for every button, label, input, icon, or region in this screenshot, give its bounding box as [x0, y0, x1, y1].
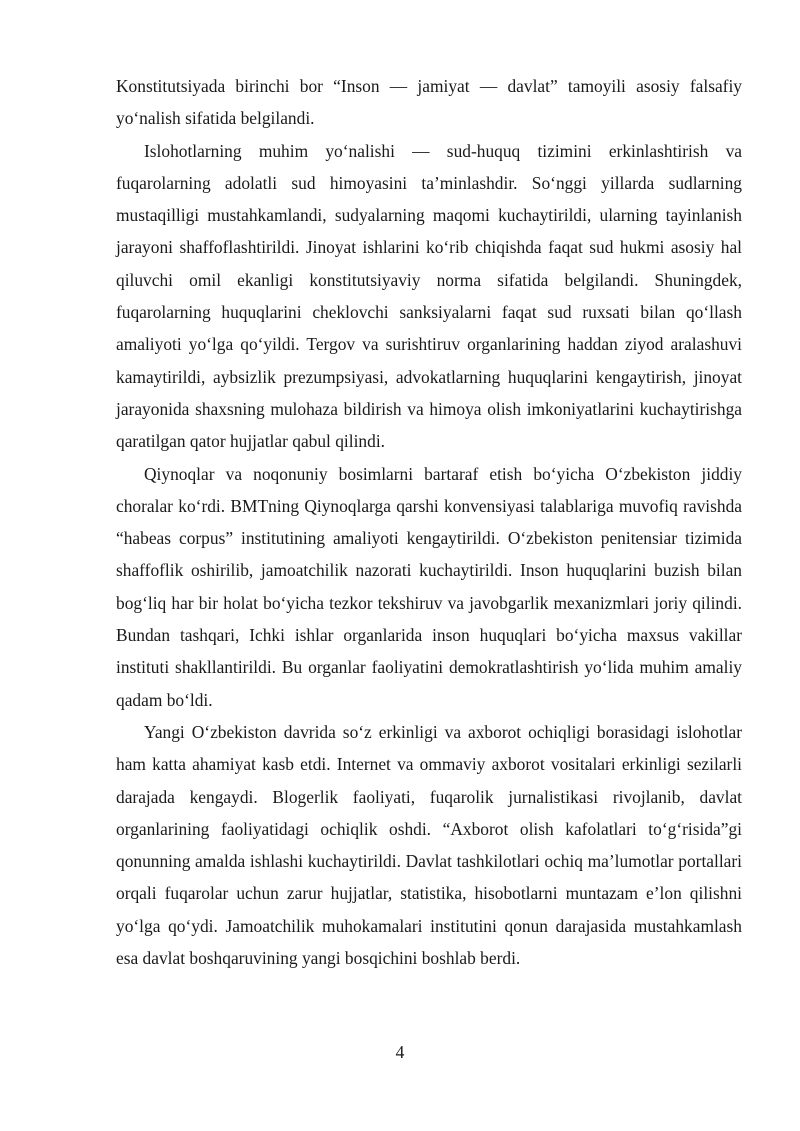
page-number: 4: [395, 1042, 405, 1062]
paragraph-freedom-of-speech: Yangi O‘zbekiston davrida so‘z erkinligi va axborot ochiqligi borasidagi islohotlar ham katta ahamiyat kasb etdi. Internet va ommaviy axborot vositalari erkinligi sezilarli darajada kengaydi. Blogerlik faoliyati, fuqarolik jurnalistikasi rivojlanib, davlat organlarining faoliyatidagi ochiqlik oshdi. “Axborot olish kafolatlari to‘g‘risida”gi qonunning amalda ishlashi kuchaytirildi. Davlat tashkilotlari ochiq ma’lumotlar portallari orqali fuqarolar uchun zarur hujjatlar, statistika, hisobotlarni muntazam e’lon qilishni yo‘lga qo‘ydi. Jamoatchilik muhokamalari institutini qonun darajasida mustahkamlash esa davlat boshqaruvining yangi bosqichini boshlab berdi.: [116, 721, 742, 969]
paragraph-torture-prevention: Qiynoqlar va noqonuniy bosimlarni bartaraf etish bo‘yicha O‘zbekiston jiddiy choralar ko‘rdi. BMTning Qiynoqlarga qarshi konvensiyasi talablariga muvofiq ravishda “habeas corpus” institutining amaliyoti kengaytirildi. O‘zbekiston penitensiar tizimida shaffoflik oshirilib, jamoatchilik nazorati kuchaytirildi. Inson huquqlarini buzish bilan bog‘liq har bir holat bo‘yicha tezkor tekshiruv va javobgarlik mexanizmlari joriy qilindi. Bundan tashqari, Ichki ishlar organlarida inson huquqlari bo‘yicha maxsus vakillar instituti shakllantirildi. Bu organlar faoliyatini demokratlashtirish yo‘lida muhim amaliy qadam bo‘ldi.: [116, 463, 742, 710]
document-page: [116, 70, 742, 974]
paragraph-continuation: Konstitutsiyada birinchi bor “Inson — jamiyat — davlat” tamoyili asosiy falsafiy yo‘nalish sifatida belgilandi.: [116, 76, 742, 129]
paragraph-judicial-reform: Islohotlarning muhim yo‘nalishi — sud-huquq tizimini erkinlashtirish va fuqarolarning adolatli sud himoyasini ta’minlashdir. So‘nggi yillarda sudlarning mustaqilligi mustahkamlandi, sudyalarning maqomi kuchaytirildi, ularning tayinlanish jarayoni shaffoflashtirildi. Jinoyat ishlarini ko‘rib chiqishda faqat sud hukmi asosiy hal qiluvchi omil ekanligi konstitutsiyaviy norma sifatida belgilandi. Shuningdek, fuqarolarning huquqlarini cheklovchi sanksiyalarni faqat sud ruxsati bilan qo‘llash amaliyoti yo‘lga qo‘yildi. Tergov va surishtiruv organlarining haddan ziyod aralashuvi kamaytirildi, aybsizlik prezumpsiyasi, advokatlarning huquqlarini kengaytirish, jinoyat jarayonida shaxsning mulohaza bildirish va himoya olish imkoniyatlarini kuchaytirishga qaratilgan qator hujjatlar qabul qilindi.: [116, 140, 742, 452]
